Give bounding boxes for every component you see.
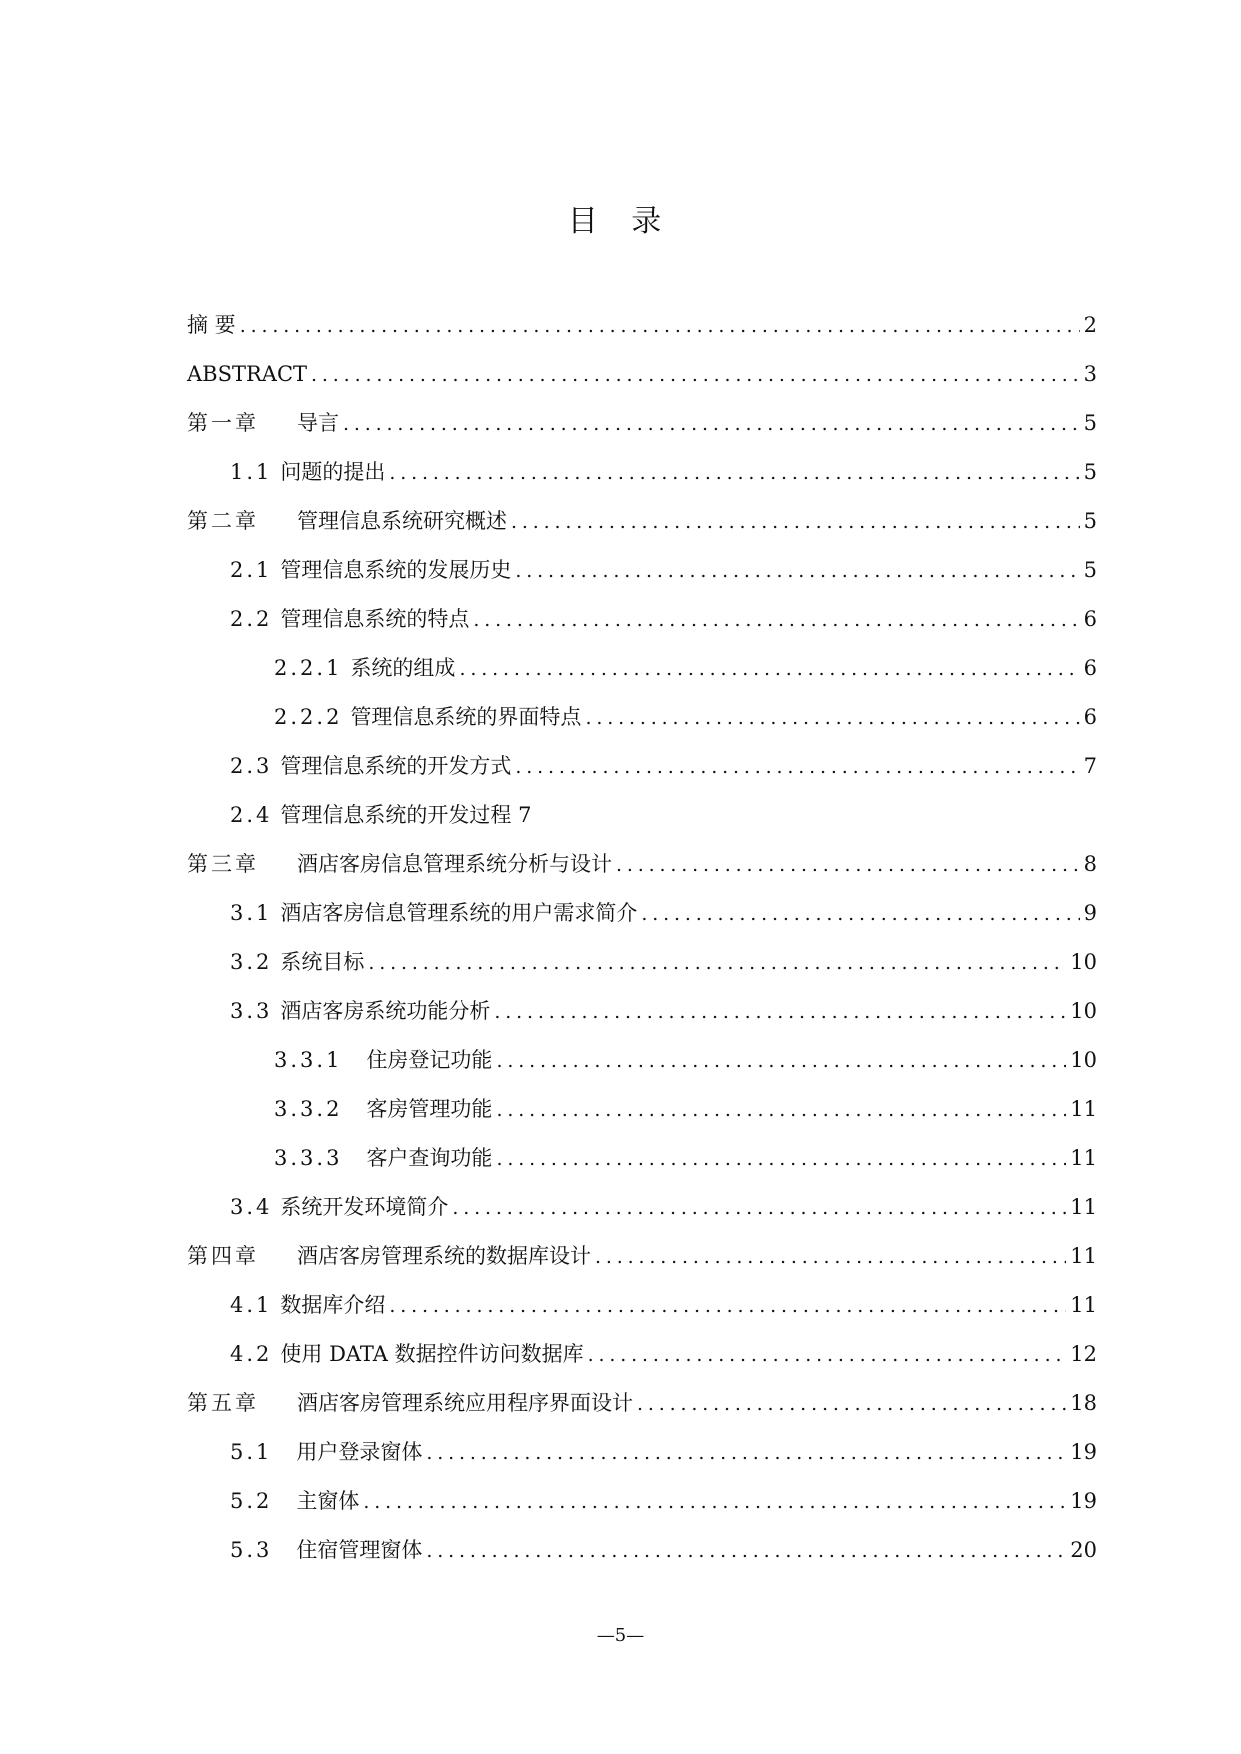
toc-entry-page: 8 <box>1083 852 1097 876</box>
toc-entry-title: 酒店客房信息管理系统分析与设计 <box>297 852 612 876</box>
dot-leader <box>343 400 1080 449</box>
dot-leader <box>389 449 1079 498</box>
toc-entry[interactable] <box>187 448 1097 497</box>
toc-entry[interactable] <box>187 987 1097 1036</box>
dot-leader <box>637 1380 1066 1429</box>
toc-entry-number: 第一章 <box>187 411 259 435</box>
toc-entry-page: 18 <box>1070 1391 1097 1415</box>
toc-entry[interactable] <box>187 1379 1097 1428</box>
toc-entry-title: 摘 要 <box>187 313 236 337</box>
toc-entry[interactable] <box>187 1232 1097 1281</box>
toc-entry-title: 酒店客房管理系统的数据库设计 <box>297 1244 591 1268</box>
page-number-footer: —5— <box>596 1625 645 1646</box>
dot-leader <box>426 1429 1066 1478</box>
toc-entry-title: 住房登记功能 <box>366 1048 493 1072</box>
toc-entry-number: 5.2 <box>230 1489 273 1513</box>
toc-entry-page: 5 <box>1083 460 1097 484</box>
toc-entry-title: 系统的组成 <box>350 656 456 680</box>
toc-entry[interactable] <box>187 1526 1097 1575</box>
toc-entry-title: 管理信息系统的开发方式 <box>280 754 512 778</box>
toc-entry-number: 5.3 <box>230 1538 273 1562</box>
toc-entry-page: 9 <box>1083 901 1097 925</box>
toc-entry-page: 20 <box>1070 1538 1097 1562</box>
toc-entry-title: 数据库介绍 <box>280 1293 386 1317</box>
toc-entry-title: 管理信息系统的发展历史 <box>280 558 512 582</box>
toc-entry-number: 1.1 <box>230 460 273 484</box>
toc-entry-page: 10 <box>1070 999 1097 1023</box>
dot-leader <box>496 1135 1066 1184</box>
toc-entry[interactable] <box>187 350 1097 399</box>
toc-entry-page: 3 <box>1083 362 1097 386</box>
toc-entry-page: 6 <box>1083 656 1097 680</box>
toc-entry[interactable] <box>187 399 1097 448</box>
toc-entry-page: 11 <box>1070 1244 1097 1268</box>
toc-entry[interactable] <box>187 1085 1097 1134</box>
toc-entry-number: 2.2 <box>230 607 273 631</box>
toc-entry-page: 5 <box>1083 411 1097 435</box>
toc-entry[interactable] <box>187 1330 1097 1379</box>
dot-leader <box>515 743 1079 792</box>
toc-entry-number: 2.4 <box>230 803 273 827</box>
toc-entry-number: 2.1 <box>230 558 273 582</box>
toc-entry-number: 第二章 <box>187 509 259 533</box>
toc-entry[interactable] <box>187 1183 1097 1232</box>
toc-entry-number: 3.2 <box>230 950 273 974</box>
toc-entry-title: 用户登录窗体 <box>296 1440 423 1464</box>
toc-entry-page: 2 <box>1083 313 1097 337</box>
toc-entry-number: 4.1 <box>230 1293 273 1317</box>
toc-entry[interactable] <box>187 1036 1097 1085</box>
toc-entry-page: 5 <box>1083 558 1097 582</box>
toc-entry-title: 酒店客房信息管理系统的用户需求简介 <box>280 901 638 925</box>
page-title: 目 录 <box>567 204 674 239</box>
toc-entry[interactable] <box>187 644 1097 693</box>
toc-entry-number: 3.3.1 <box>274 1048 343 1072</box>
toc-entry-title: 客房管理功能 <box>366 1097 493 1121</box>
toc-entry[interactable] <box>187 301 1097 350</box>
toc-entry[interactable] <box>187 546 1097 595</box>
toc-entry[interactable] <box>187 889 1097 938</box>
dot-leader <box>496 1037 1066 1086</box>
toc-entry-title: 管理信息系统的界面特点 <box>350 705 582 729</box>
dot-leader <box>641 890 1079 939</box>
toc-entry-title: 酒店客房管理系统应用程序界面设计 <box>297 1391 633 1415</box>
dot-leader <box>363 1478 1066 1527</box>
toc-entry-number: 3.3 <box>230 999 273 1023</box>
dot-leader <box>426 1527 1066 1576</box>
dot-leader <box>389 1282 1066 1331</box>
toc-entry-title: 客户查询功能 <box>366 1146 493 1170</box>
toc-entry[interactable] <box>187 1134 1097 1183</box>
toc-entry[interactable] <box>187 791 1097 840</box>
toc-entry-title: 导言 <box>297 411 339 435</box>
toc-entry-title: 系统开发环境简介 <box>280 1195 449 1219</box>
dot-leader <box>240 302 1080 351</box>
toc-entry-title: 管理信息系统的开发过程 7 <box>280 803 532 827</box>
toc-entry-number: 3.3.3 <box>274 1146 343 1170</box>
toc-entry-number: 第五章 <box>187 1391 259 1415</box>
toc-entry[interactable] <box>187 742 1097 791</box>
dot-leader <box>452 1184 1066 1233</box>
dot-leader <box>616 841 1080 890</box>
toc-entry-title: 管理信息系统的特点 <box>280 607 470 631</box>
dot-leader <box>585 694 1079 743</box>
toc-entry-number: 2.3 <box>230 754 273 778</box>
toc-entry-page: 19 <box>1070 1489 1097 1513</box>
toc-entry-page: 19 <box>1070 1440 1097 1464</box>
dot-leader <box>473 596 1079 645</box>
toc-entry-number: 4.2 <box>230 1342 273 1366</box>
toc-entry-title: 管理信息系统研究概述 <box>297 509 507 533</box>
toc-entry-number: 2.2.2 <box>274 705 343 729</box>
toc-entry[interactable] <box>187 595 1097 644</box>
dot-leader <box>595 1233 1066 1282</box>
toc-entry-page: 7 <box>1083 754 1097 778</box>
toc-entry[interactable] <box>187 1428 1097 1477</box>
toc-entry-title: 使用 DATA 数据控件访问数据库 <box>280 1342 584 1366</box>
toc-entry-number: 3.3.2 <box>274 1097 343 1121</box>
toc-entry-title: ABSTRACT <box>187 362 308 386</box>
toc-entry-page: 5 <box>1083 509 1097 533</box>
dot-leader <box>515 547 1079 596</box>
dot-leader <box>368 939 1066 988</box>
toc-entry[interactable] <box>187 497 1097 546</box>
toc-entry-page: 10 <box>1070 1048 1097 1072</box>
toc-entry[interactable] <box>187 1477 1097 1526</box>
toc-entry-number: 第四章 <box>187 1244 259 1268</box>
toc-entry-title: 住宿管理窗体 <box>296 1538 423 1562</box>
toc-entry-page: 11 <box>1070 1293 1097 1317</box>
dot-leader <box>459 645 1079 694</box>
dot-leader <box>311 351 1080 400</box>
toc-entry[interactable] <box>187 1281 1097 1330</box>
toc-entry-title: 系统目标 <box>280 950 365 974</box>
toc-entry-page: 6 <box>1083 607 1097 631</box>
toc-entry-number: 3.4 <box>230 1195 273 1219</box>
toc-entry-page: 11 <box>1070 1097 1097 1121</box>
toc-entry-title: 主窗体 <box>296 1489 360 1513</box>
table-of-contents <box>187 301 1097 1575</box>
dot-leader <box>511 498 1080 547</box>
toc-entry-page: 12 <box>1070 1342 1097 1366</box>
toc-entry-number: 2.2.1 <box>274 656 343 680</box>
toc-entry-page: 10 <box>1070 950 1097 974</box>
toc-entry-number: 3.1 <box>230 901 273 925</box>
dot-leader <box>496 1086 1066 1135</box>
toc-entry-page: 11 <box>1070 1195 1097 1219</box>
toc-entry[interactable] <box>187 693 1097 742</box>
toc-entry-title: 酒店客房系统功能分析 <box>280 999 491 1023</box>
toc-entry-number: 第三章 <box>187 852 259 876</box>
toc-entry-number: 5.1 <box>230 1440 273 1464</box>
dot-leader <box>494 988 1066 1037</box>
toc-entry[interactable] <box>187 840 1097 889</box>
toc-entry-title: 问题的提出 <box>280 460 386 484</box>
dot-leader <box>588 1331 1067 1380</box>
toc-entry-page: 6 <box>1083 705 1097 729</box>
toc-entry-page: 11 <box>1070 1146 1097 1170</box>
toc-entry[interactable] <box>187 938 1097 987</box>
